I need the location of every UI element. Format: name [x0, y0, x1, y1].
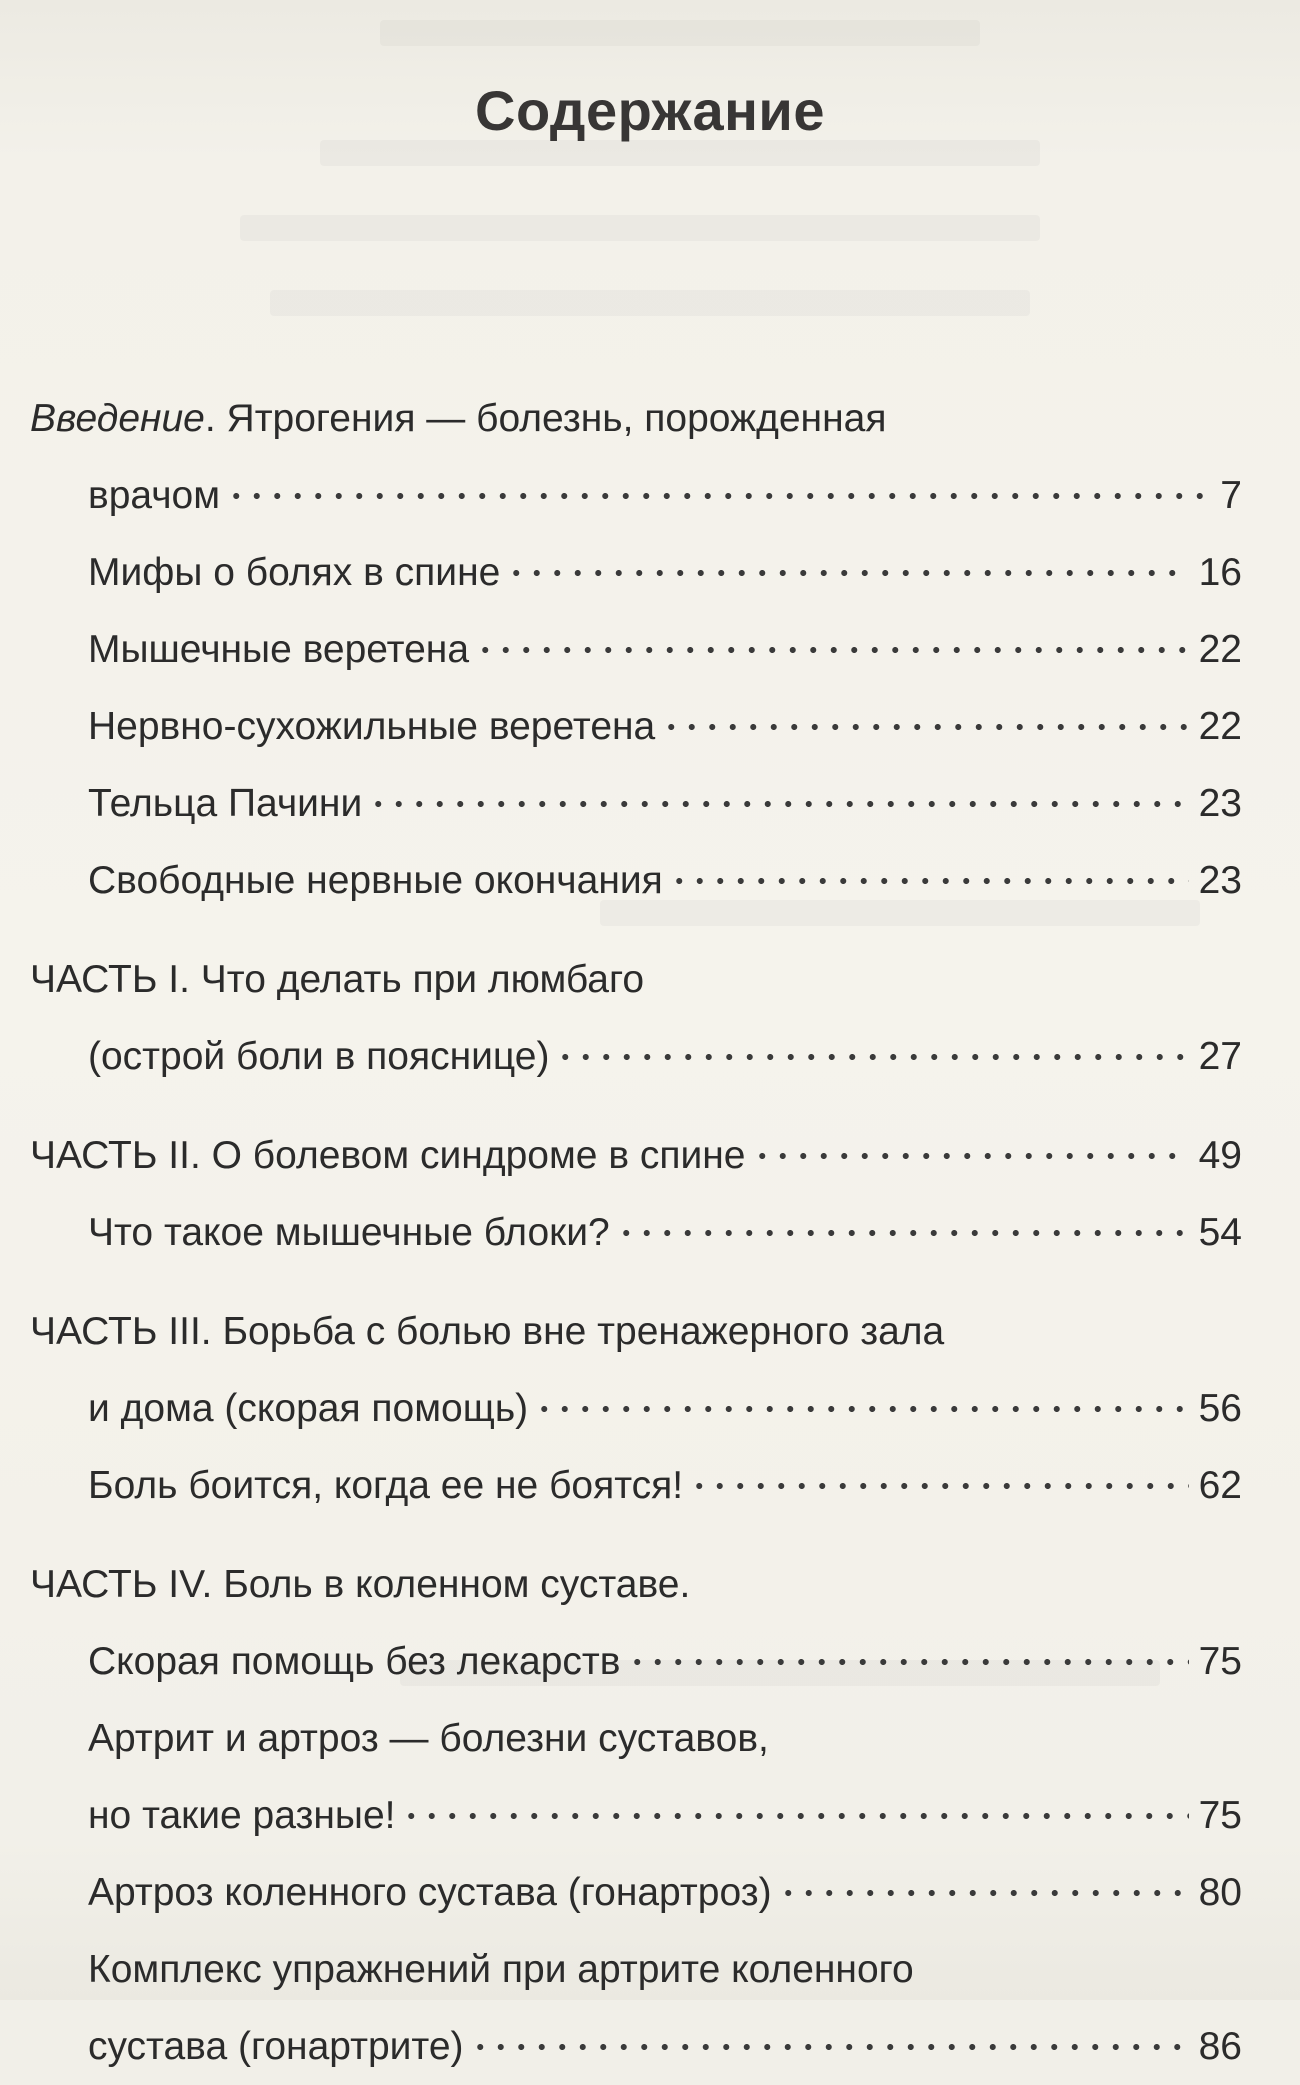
- page-title: Содержание: [475, 79, 825, 142]
- dot-leader: [475, 610, 1189, 660]
- table-of-contents: [30, 380, 1242, 2085]
- toc-part-4-cont[interactable]: [30, 1623, 1242, 1700]
- toc-part-1[interactable]: [30, 941, 1242, 1018]
- page-number: 16: [1198, 551, 1242, 594]
- dot-leader: [470, 2007, 1189, 2057]
- toc-part-label: ЧАСТЬ I. Что делать при люмбаго: [30, 958, 645, 1001]
- page-number: 86: [1198, 2025, 1242, 2068]
- toc-entry-label: Боль боится, когда ее не боятся!: [88, 1464, 684, 1507]
- toc-part-2[interactable]: [30, 1117, 1242, 1194]
- toc-entry-label: Комплекс упражнений при артрите коленного: [88, 1948, 914, 1991]
- page-number: 7: [1220, 474, 1242, 517]
- page-number: 56: [1198, 1387, 1242, 1430]
- dot-leader: [669, 841, 1189, 891]
- page-number: 22: [1198, 705, 1242, 748]
- toc-entry-label: Тельца Пачини: [88, 782, 363, 825]
- page-number: 75: [1198, 1794, 1242, 1837]
- dot-leader: [401, 1776, 1188, 1826]
- toc-entry-label: и дома (скорая помощь): [88, 1387, 529, 1430]
- dot-leader: [506, 533, 1188, 583]
- bleed-through-text: [380, 20, 980, 46]
- toc-entry[interactable]: [30, 1700, 1242, 1777]
- bleed-through-text: [320, 140, 1040, 166]
- page-number: 75: [1198, 1640, 1242, 1683]
- toc-entry-label: Артрит и артроз — болезни суставов,: [88, 1717, 769, 1760]
- toc-entry-intro[interactable]: [30, 380, 1242, 457]
- dot-leader: [778, 1853, 1189, 1903]
- toc-part-3-cont[interactable]: [30, 1370, 1242, 1447]
- page-number: 49: [1198, 1134, 1242, 1177]
- toc-entry[interactable]: [30, 765, 1242, 842]
- toc-entry-label: Что такое мышечные блоки?: [88, 1211, 610, 1254]
- toc-entry[interactable]: [30, 842, 1242, 919]
- page-number: 80: [1198, 1871, 1242, 1914]
- toc-entry-cont[interactable]: [30, 2008, 1242, 2085]
- bleed-through-text: [270, 290, 1030, 316]
- dot-leader: [689, 1446, 1188, 1496]
- toc-entry-label: Скорая помощь без лекарств: [88, 1640, 621, 1683]
- toc-entry[interactable]: [30, 1194, 1242, 1271]
- toc-entry[interactable]: [30, 611, 1242, 688]
- dot-leader: [661, 687, 1188, 737]
- toc-entry-cont[interactable]: [30, 1777, 1242, 1854]
- toc-entry-label: Мышечные веретена: [88, 628, 470, 671]
- dot-leader: [226, 456, 1210, 506]
- dot-leader: [368, 764, 1188, 814]
- toc-entry-label: Артроз коленного сустава (гонартроз): [88, 1871, 772, 1914]
- toc-entry-label: Свободные нервные окончания: [88, 859, 663, 902]
- toc-entry-label: Нервно-сухожильные веретена: [88, 705, 656, 748]
- toc-part-label: ЧАСТЬ III. Борьба с болью вне тренажерного зала: [30, 1310, 945, 1353]
- toc-entry[interactable]: [30, 688, 1242, 765]
- toc-entry-label: (острой боли в пояснице): [88, 1035, 550, 1078]
- toc-part-4[interactable]: [30, 1546, 1242, 1623]
- toc-entry[interactable]: [30, 1931, 1242, 2008]
- toc-entry-label: . Ятрогения — болезнь, порожденная: [204, 397, 887, 440]
- toc-entry-label: врачом: [88, 474, 221, 517]
- page-number: 54: [1198, 1211, 1242, 1254]
- dot-leader: [752, 1116, 1189, 1166]
- page-number: 27: [1198, 1035, 1242, 1078]
- toc-part-label: ЧАСТЬ IV. Боль в коленном суставе.: [30, 1563, 691, 1606]
- toc-entry[interactable]: [30, 1447, 1242, 1524]
- page-number: 23: [1198, 782, 1242, 825]
- dot-leader: [616, 1193, 1189, 1243]
- bleed-through-text: [240, 215, 1040, 241]
- dot-leader: [534, 1369, 1188, 1419]
- toc-entry-label: Мифы о болях в спине: [88, 551, 501, 594]
- toc-part-1-cont[interactable]: [30, 1018, 1242, 1095]
- toc-part-3[interactable]: [30, 1293, 1242, 1370]
- toc-entry-intro-cont[interactable]: [30, 457, 1242, 534]
- dot-leader: [555, 1017, 1188, 1067]
- toc-entry-label: но такие разные!: [88, 1794, 396, 1837]
- toc-entry[interactable]: [30, 1854, 1242, 1931]
- page-number: 62: [1198, 1464, 1242, 1507]
- dot-leader: [627, 1622, 1189, 1672]
- toc-entry[interactable]: [30, 534, 1242, 611]
- page-number: 23: [1198, 859, 1242, 902]
- toc-entry-label: сустава (гонартрите): [88, 2025, 464, 2068]
- toc-entry-label-italic: Введение: [30, 397, 205, 440]
- page-number: 22: [1198, 628, 1242, 671]
- toc-part-label: ЧАСТЬ II. О болевом синдроме в спине: [30, 1134, 746, 1177]
